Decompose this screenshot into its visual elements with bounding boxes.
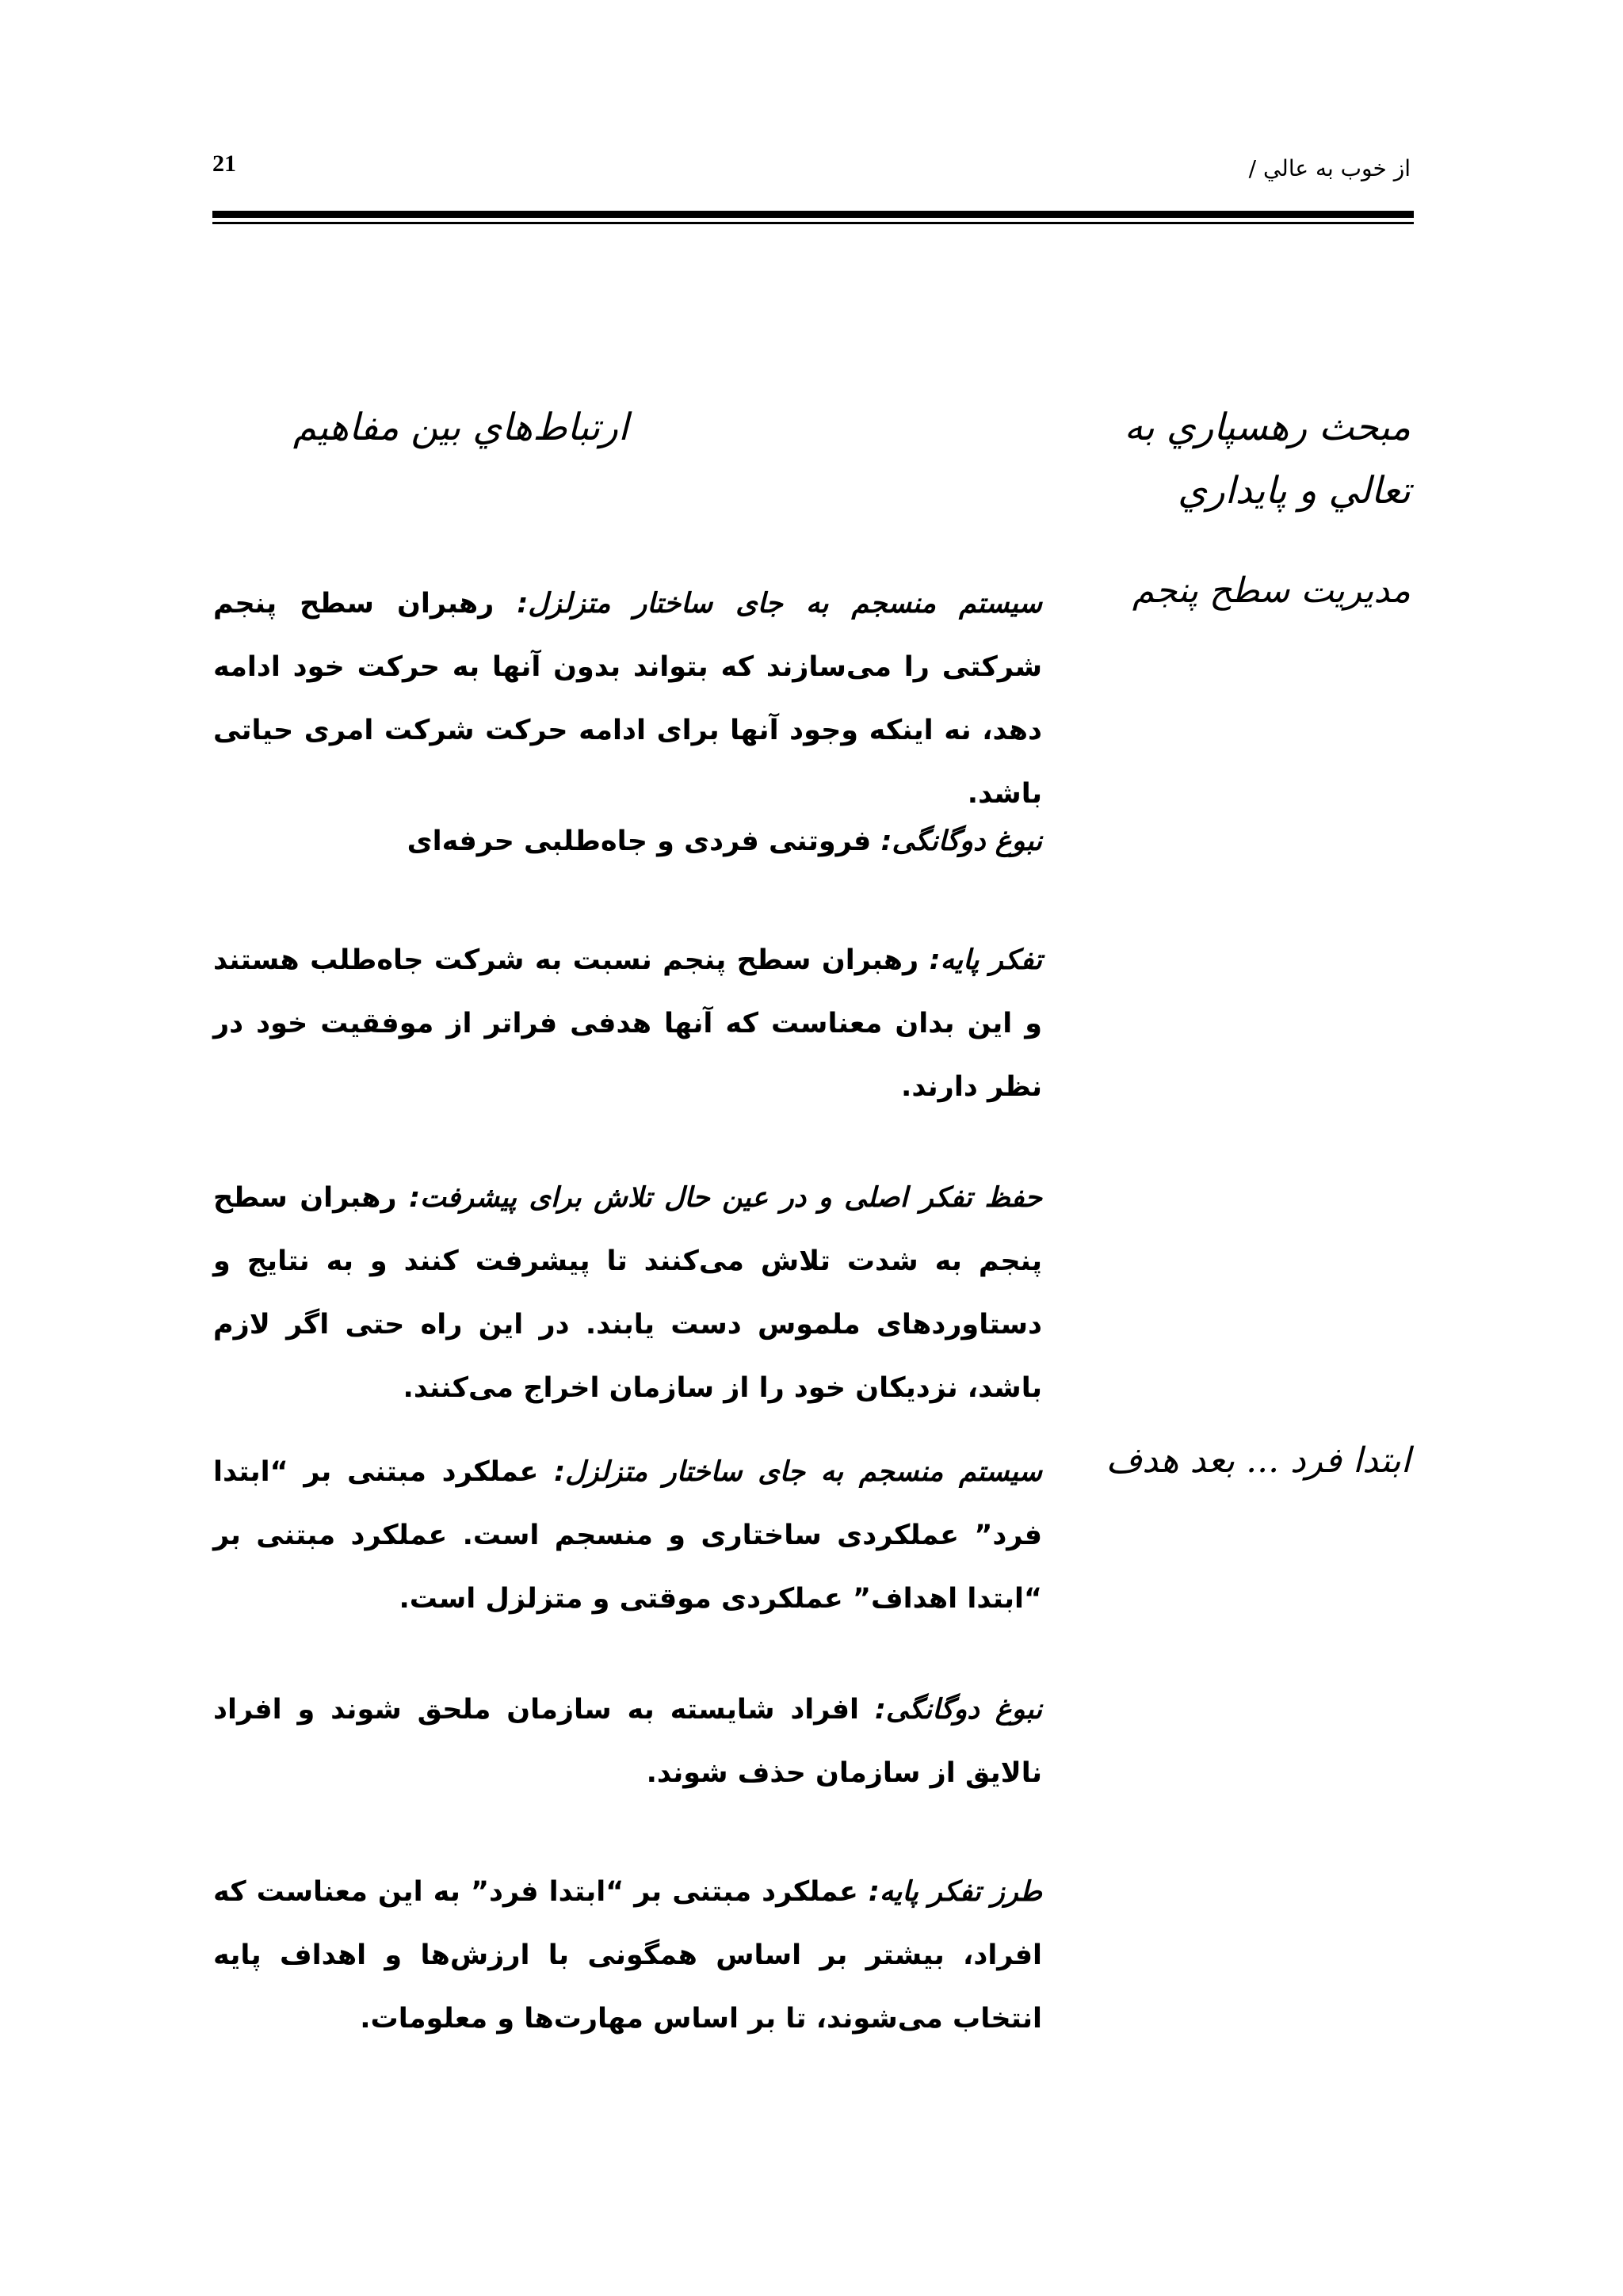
column-heading-sub: ارتباط‌هاي بين مفاهيم	[292, 406, 628, 449]
paragraph	[213, 572, 1042, 826]
paragraph-lead: طرز تفکر پایه:	[868, 1876, 1042, 1908]
section-label-first-who: ابتدا فرد ... بعد هدف	[1106, 1440, 1411, 1481]
paragraph-lead: حفظ تفکر اصلی و در عین حال تلاش برای پیشرفت:	[409, 1182, 1042, 1214]
paragraph	[213, 1860, 1042, 2050]
paragraph	[213, 810, 1042, 873]
paragraph	[213, 1440, 1042, 1630]
paragraph-lead: نبوغ دوگانگی:	[880, 826, 1042, 857]
paragraph	[213, 1678, 1042, 1805]
page-number: 21	[212, 151, 236, 177]
paragraph-text: فروتنی فردی و جاه‌طلبی حرفه‌ای	[407, 826, 881, 857]
running-title: از خوب به عالي /	[1248, 155, 1411, 181]
paragraph-text: رهبران سطح پنجم به شدت تلاش می‌کنند تا پیشرفت کنند و به نتایج و دستاوردهای ملموس دست یابند. در این راه حتی اگر لازم باشد، نزدیکان خود را از سازمان اخراج می‌کنند.	[213, 1182, 1042, 1404]
paragraph-lead: سیستم منسجم به جای ساختار متزلزل:	[554, 1456, 1042, 1488]
paragraph	[213, 929, 1042, 1119]
paragraph	[213, 1166, 1042, 1420]
paragraph-text: افراد شایسته به سازمان ملحق شوند و افراد نالایق از سازمان حذف شوند.	[213, 1694, 1042, 1789]
column-heading-main: مبحث رهسپاري به تعالي و پايداري	[1124, 406, 1411, 513]
header-rule-thin	[212, 222, 1414, 224]
paragraph-text: عملکرد مبتنی بر “ابتدا فرد” عملکردی ساختاری و منسجم است. عملکرد مبتنی بر “ابتدا اهداف” عملکردی موقتی و متزلزل است.	[213, 1456, 1042, 1615]
paragraph-lead: سیستم منسجم به جای ساختار متزلزل:	[517, 588, 1042, 620]
header-rule-thick	[212, 211, 1414, 218]
section-label-level-5: مديريت سطح پنجم	[1132, 570, 1411, 611]
paragraph-text: رهبران سطح پنجم نسبت به شرکت جاه‌طلب هستند و این بدان معناست که آنها هدفی فراتر از موفقیت خود در نظر دارند.	[213, 944, 1042, 1103]
paragraph-text: رهبران سطح پنجم شرکتی را می‌سازند که بتواند بدون آنها به حرکت خود ادامه دهد، نه اینکه وجود آنها برای ادامه حرکت شرکت امری حیاتی باشد.	[213, 588, 1042, 810]
paragraph-lead: تفکر پایه:	[929, 944, 1042, 976]
paragraph-text: عملکرد مبتنی بر “ابتدا فرد” به این معناست که افراد، بیشتر بر اساس همگونی با ارزش‌ها و اهداف پایه انتخاب می‌شوند، تا بر اساس مهارت‌ها و معلومات.	[213, 1876, 1042, 2035]
paragraph-lead: نبوغ دوگانگی:	[874, 1694, 1042, 1726]
